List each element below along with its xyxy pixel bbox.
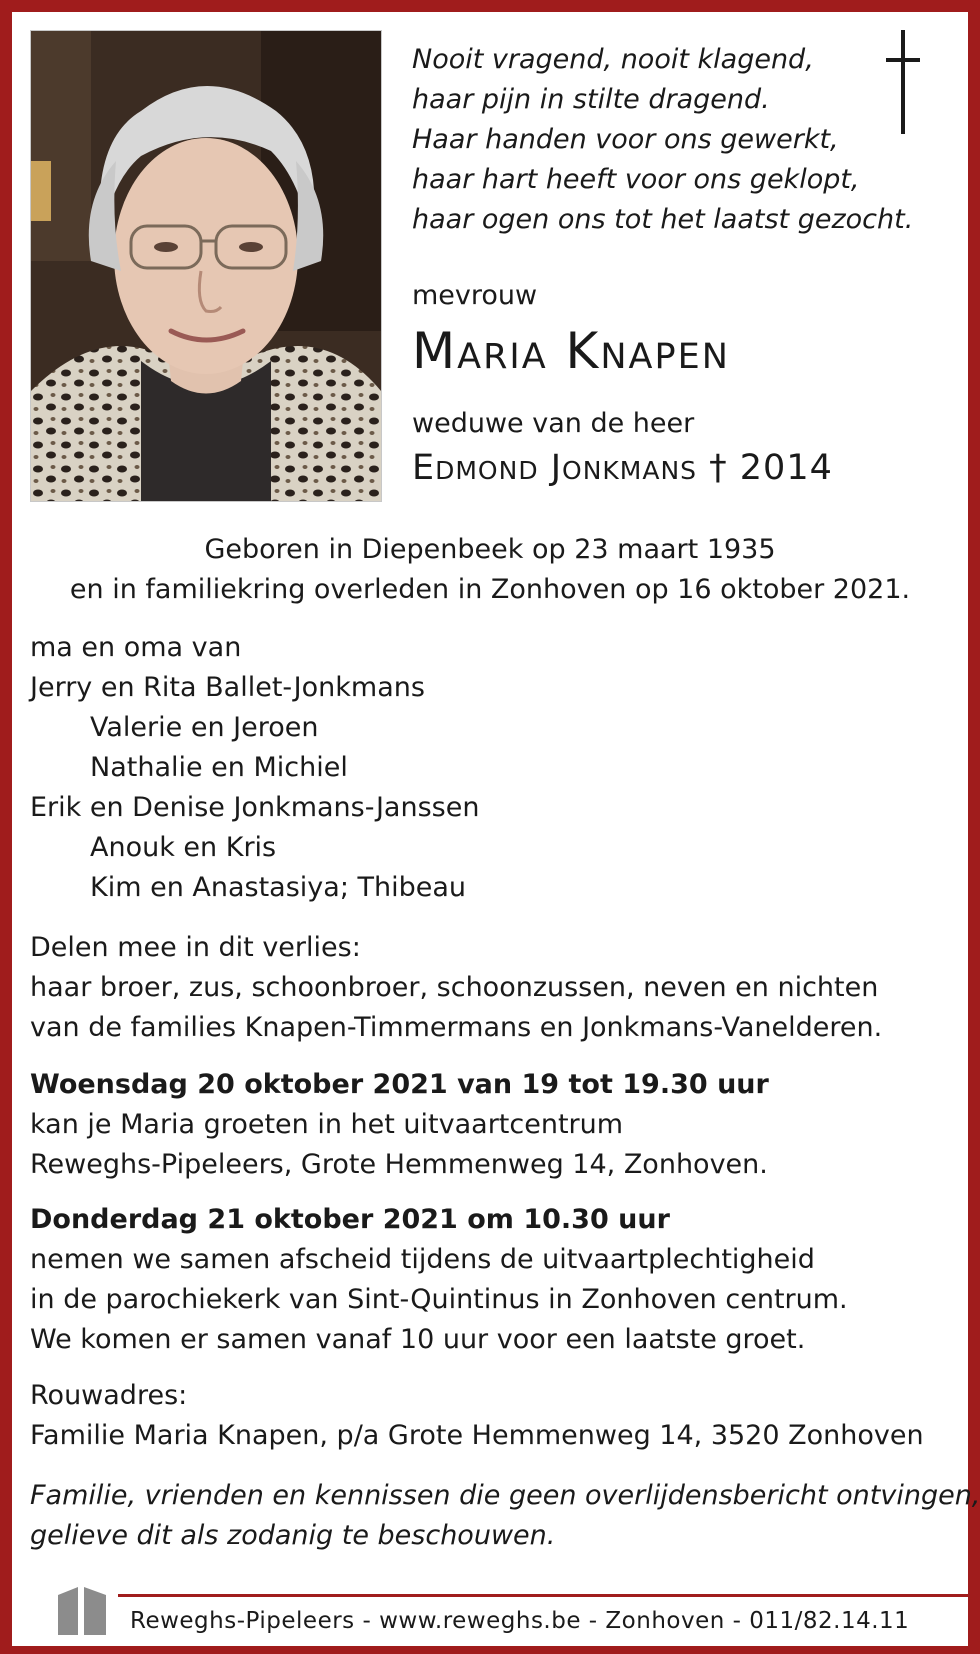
sharing-families: van de families Knapen-Timmermans en Jonkmans-Vanelderen. bbox=[30, 1012, 883, 1043]
visitation-block bbox=[30, 1065, 960, 1185]
sharing-intro: Delen mee in dit verlies: bbox=[30, 932, 361, 963]
family-list bbox=[30, 628, 950, 908]
closing-note bbox=[30, 1476, 980, 1556]
deceased-prefix: mevrouw bbox=[412, 280, 538, 311]
funeral-home-logo-icon bbox=[56, 1583, 108, 1639]
spouse-name: Edmond Jonkmans † 2014 bbox=[412, 448, 833, 488]
visitation-location: Reweghs-Pipeleers, Grote Hemmenweg 14, Zonhoven. bbox=[30, 1149, 768, 1180]
poem-line: Nooit vragend, nooit klagend, bbox=[412, 44, 814, 75]
sharing-block bbox=[30, 928, 960, 1048]
family-member: Anouk en Kris bbox=[90, 832, 277, 863]
deceased-name: Maria Knapen bbox=[412, 322, 730, 380]
widow-label: weduwe van de heer bbox=[412, 408, 695, 439]
birth-line: Geboren in Diepenbeek op 23 maart 1935 bbox=[204, 534, 776, 565]
poem-line: Haar handen voor ons gewerkt, bbox=[412, 124, 839, 155]
poem bbox=[412, 40, 952, 240]
funeral-text: nemen we samen afscheid tijdens de uitvaartplechtigheid bbox=[30, 1244, 815, 1275]
family-intro: ma en oma van bbox=[30, 632, 242, 663]
visitation-text: kan je Maria groeten in het uitvaartcentrum bbox=[30, 1109, 624, 1140]
poem-line: haar pijn in stilte dragend. bbox=[412, 84, 770, 115]
address-line: Familie Maria Knapen, p/a Grote Hemmenweg 14, 3520 Zonhoven bbox=[30, 1420, 924, 1451]
funeral-block bbox=[30, 1200, 960, 1360]
poem-line: haar hart heeft voor ons geklopt, bbox=[412, 164, 860, 195]
note-line: gelieve dit als zodanig te beschouwen. bbox=[30, 1520, 556, 1551]
family-member: Kim en Anastasiya; Thibeau bbox=[90, 872, 467, 903]
address-label: Rouwadres: bbox=[30, 1380, 188, 1411]
death-line: en in familiekring overleden in Zonhoven op 16 oktober 2021. bbox=[69, 574, 911, 605]
funeral-home-footer: Reweghs-Pipeleers - www.reweghs.be - Zonhoven - 011/82.14.11 bbox=[130, 1608, 910, 1634]
note-line: Familie, vrienden en kennissen die geen overlijdensbericht ontvingen, bbox=[30, 1480, 980, 1511]
poem-line: haar ogen ons tot het laatst gezocht. bbox=[412, 204, 914, 235]
birth-death-info bbox=[12, 530, 968, 610]
family-member: Erik en Denise Jonkmans-Janssen bbox=[30, 792, 480, 823]
family-member: Jerry en Rita Ballet-Jonkmans bbox=[30, 672, 425, 703]
visitation-heading: Woensdag 20 oktober 2021 van 19 tot 19.30 uur bbox=[30, 1069, 769, 1100]
family-member: Nathalie en Michiel bbox=[90, 752, 348, 783]
footer-divider bbox=[118, 1594, 968, 1597]
funeral-location: in de parochiekerk van Sint-Quintinus in Zonhoven centrum. bbox=[30, 1284, 848, 1315]
portrait-photo bbox=[30, 30, 382, 502]
funeral-heading: Donderdag 21 oktober 2021 om 10.30 uur bbox=[30, 1204, 670, 1235]
funeral-gathering: We komen er samen vanaf 10 uur voor een laatste groet. bbox=[30, 1324, 806, 1355]
family-member: Valerie en Jeroen bbox=[90, 712, 319, 743]
address-block bbox=[30, 1376, 960, 1456]
portrait-illustration bbox=[31, 31, 381, 501]
sharing-relatives: haar broer, zus, schoonbroer, schoonzussen, neven en nichten bbox=[30, 972, 879, 1003]
